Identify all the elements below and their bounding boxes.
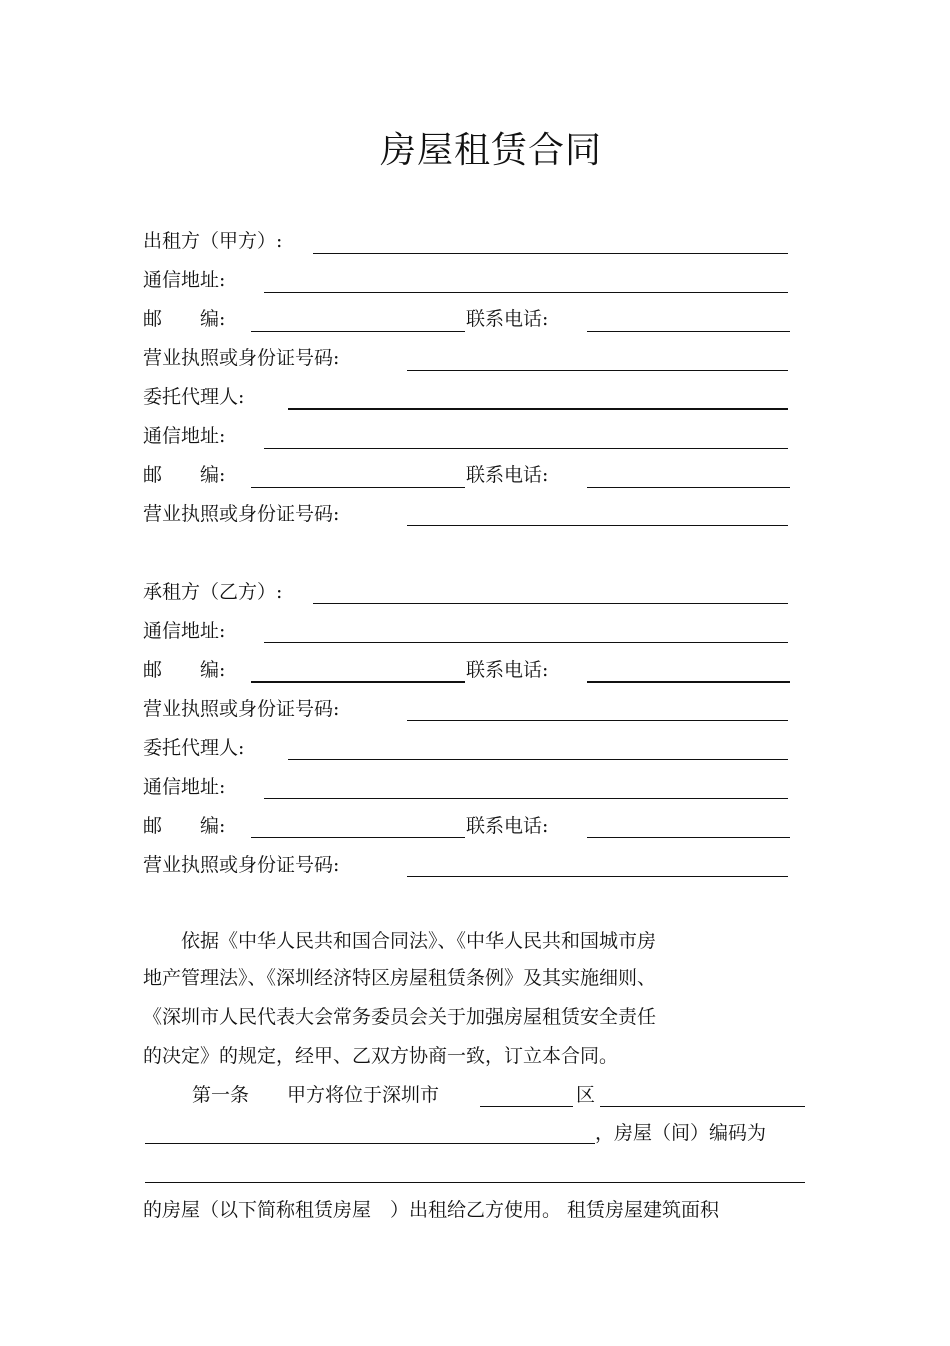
article-1-address-field[interactable] [145,1143,595,1144]
lessor-phone-field[interactable] [587,331,790,332]
article-1-district-label: 区 [576,1084,596,1106]
lessor-agent-id-label: 营业执照或身份证号码: [143,503,340,525]
lessor-address-label: 通信地址: [143,269,226,291]
lessee-agent-postcode-label: 邮 编: [143,815,226,837]
article-1-district-field[interactable] [480,1106,573,1107]
lessee-phone-field[interactable] [587,681,790,683]
preamble-line-1: 依据《中华人民共和国合同法》、《中华人民共和国城市房 [181,930,657,952]
lessee-agent-field[interactable] [288,759,788,760]
article-1-text-c: 的房屋（以下简称租赁房屋 ）出租给乙方使用。 租赁房屋建筑面积 [143,1199,720,1221]
lessor-id-label: 营业执照或身份证号码: [143,347,340,369]
lessor-party-label: 出租方（甲方）: [143,230,283,252]
lessee-agent-address-field[interactable] [264,798,788,799]
lessor-agent-label: 委托代理人: [143,386,245,408]
lessee-agent-id-field[interactable] [407,876,788,877]
lessee-agent-phone-field[interactable] [587,837,790,838]
article-1-street-field[interactable] [600,1106,805,1107]
lessee-agent-phone-label: 联系电话: [466,815,549,837]
lessee-postcode-label: 邮 编: [143,659,226,681]
lessor-postcode-label: 邮 编: [143,308,226,330]
lessor-postcode-field[interactable] [251,331,465,332]
lessee-agent-address-label: 通信地址: [143,776,226,798]
lessor-agent-address-label: 通信地址: [143,425,226,447]
preamble-line-2: 地产管理法》、《深圳经济特区房屋租赁条例》及其实施细则、 [143,967,657,989]
article-1-heading: 第一条 [192,1084,250,1106]
lessor-agent-phone-field[interactable] [587,487,790,488]
lessee-agent-postcode-field[interactable] [251,837,465,838]
lessee-phone-label: 联系电话: [466,659,549,681]
contract-title: 房屋租赁合同 [379,130,602,171]
lessor-party-field[interactable] [313,253,788,254]
lessor-phone-label: 联系电话: [466,308,549,330]
lessee-party-label: 承租方（乙方）: [143,581,283,603]
lessee-agent-id-label: 营业执照或身份证号码: [143,854,340,876]
lessee-agent-label: 委托代理人: [143,737,245,759]
lessee-id-label: 营业执照或身份证号码: [143,698,340,720]
lessee-postcode-field[interactable] [251,681,465,683]
lessor-address-field[interactable] [264,292,788,293]
lessor-agent-postcode-field[interactable] [251,487,465,488]
lessor-agent-phone-label: 联系电话: [466,464,549,486]
lessee-address-field[interactable] [264,642,788,643]
lessor-id-field[interactable] [407,370,788,371]
lessee-address-label: 通信地址: [143,620,226,642]
preamble-line-3: 《深圳市人民代表大会常务委员会关于加强房屋租赁安全责任 [143,1006,657,1028]
preamble-line-4: 的决定》的规定，经甲、乙双方协商一致，订立本合同。 [143,1045,619,1067]
article-1-code-field[interactable] [145,1182,805,1183]
lessor-agent-field[interactable] [288,408,788,410]
article-1-text-a: 甲方将位于深圳市 [287,1084,440,1106]
lessor-agent-id-field[interactable] [407,525,788,526]
lessee-party-field[interactable] [313,603,788,604]
article-1-text-b: ，房屋（间）编码为 [595,1122,767,1144]
lessee-id-field[interactable] [407,720,788,721]
lessor-agent-postcode-label: 邮 编: [143,464,226,486]
lessor-agent-address-field[interactable] [264,448,788,449]
